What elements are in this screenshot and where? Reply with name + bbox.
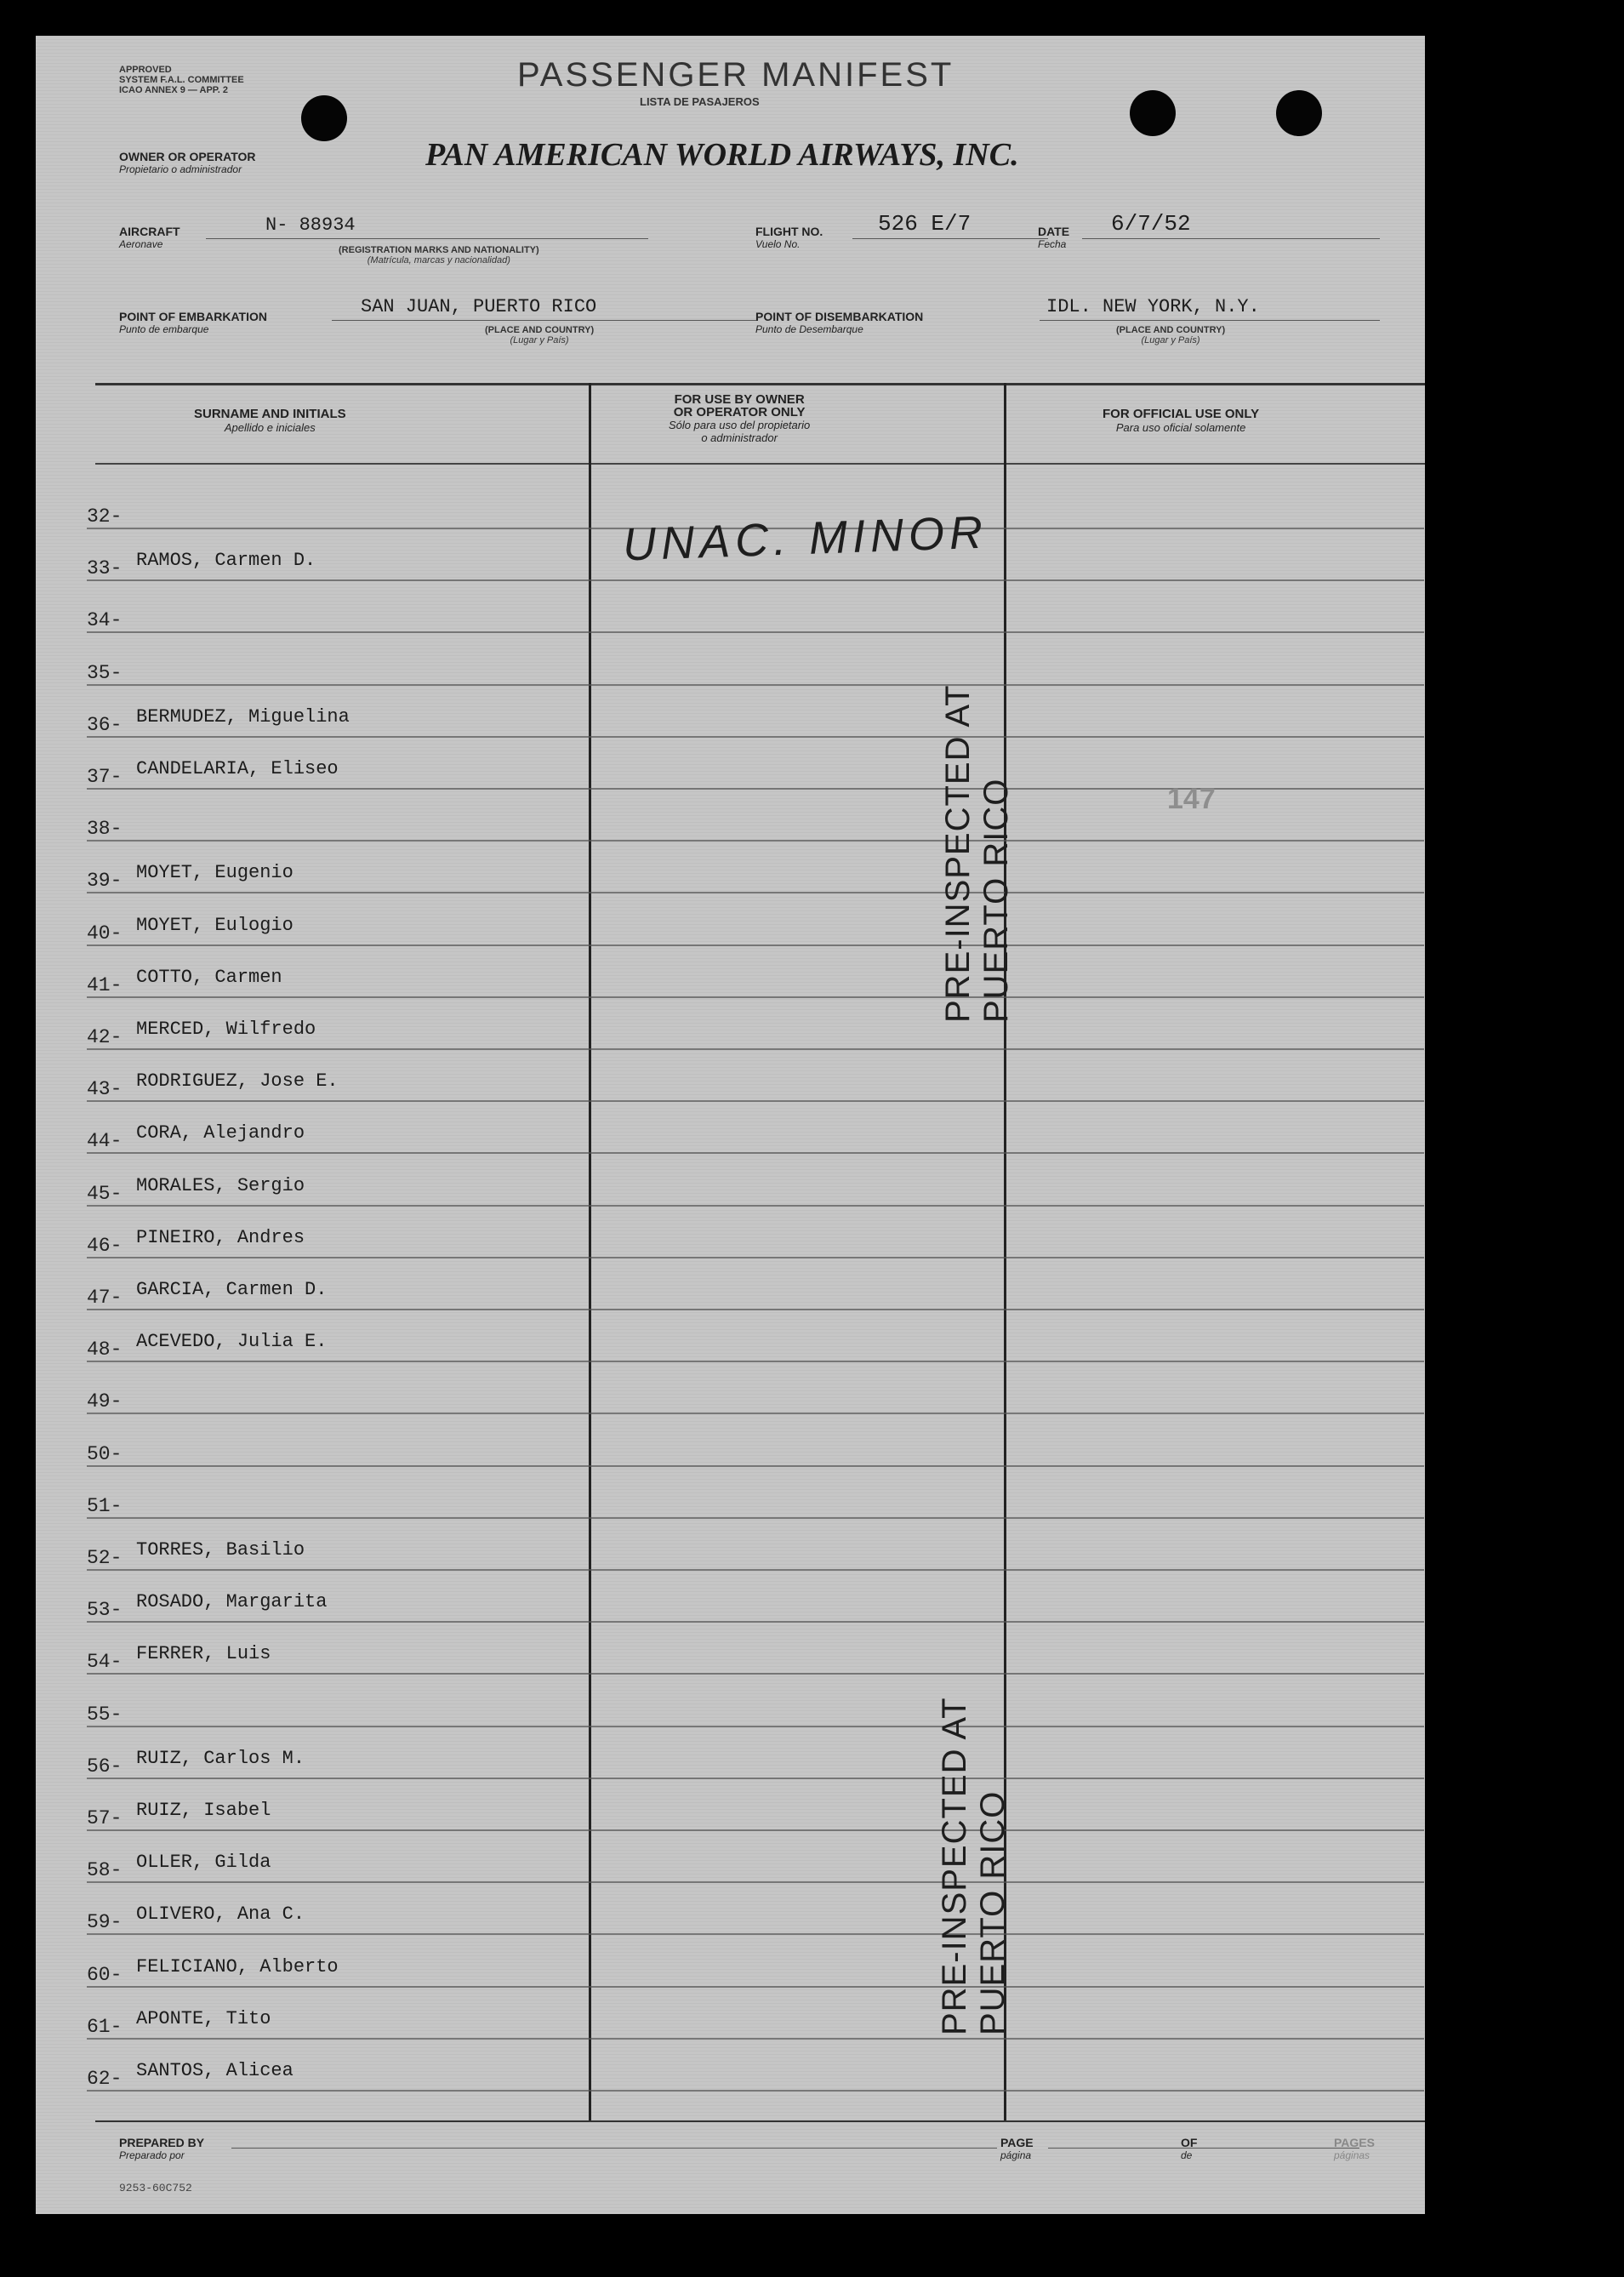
punch-hole	[1130, 90, 1176, 136]
col-header-surname-en: SURNAME AND INITIALS	[194, 407, 346, 421]
flight-label-en: FLIGHT NO.	[755, 225, 823, 238]
table-row	[87, 1007, 1424, 1050]
row-number: 47-	[87, 1287, 123, 1309]
owner-label-es: Propietario o administrador	[119, 163, 242, 175]
punch-hole	[1276, 90, 1322, 136]
of-label-en: OF	[1181, 2136, 1198, 2149]
table-row	[87, 1216, 1424, 1258]
table-row	[87, 1580, 1424, 1623]
row-number: 40-	[87, 922, 123, 944]
row-number: 43-	[87, 1078, 123, 1101]
row-rule	[87, 2090, 1424, 2092]
row-rule	[87, 579, 1424, 581]
table-row	[87, 1111, 1424, 1154]
passenger-name: RUIZ, Isabel	[136, 1800, 271, 1821]
row-rule	[87, 840, 1424, 842]
row-number: 60-	[87, 1963, 123, 1986]
passenger-name: OLIVERO, Ana C.	[136, 1903, 305, 1926]
passenger-name: MOYET, Eugenio	[136, 862, 293, 884]
prepared-by-label	[119, 2136, 204, 2161]
row-rule	[87, 684, 1424, 686]
row-rule	[87, 1361, 1424, 1362]
row-rule	[87, 1205, 1424, 1207]
table-row	[87, 1737, 1424, 1779]
table-row	[87, 1268, 1424, 1310]
row-rule	[87, 1881, 1424, 1883]
date-label-es: Fecha	[1038, 238, 1067, 250]
table-row	[87, 1840, 1424, 1883]
col-header-surname-es: Apellido e iniciales	[224, 421, 316, 434]
table-row	[87, 1476, 1424, 1519]
registration-note	[339, 245, 539, 265]
embark-place-note-en: (PLACE AND COUNTRY)	[485, 325, 595, 335]
row-number: 52-	[87, 1547, 123, 1569]
row-number: 35-	[87, 661, 123, 684]
row-rule	[87, 1465, 1424, 1467]
table-row	[87, 1320, 1424, 1362]
disembark-label-en: POINT OF DISEMBARKATION	[755, 310, 924, 323]
row-number: 58-	[87, 1859, 123, 1882]
row-number: 48-	[87, 1338, 123, 1361]
col-header-official-es: Para uso oficial solamente	[1115, 421, 1246, 434]
row-rule	[87, 1100, 1424, 1102]
row-number: 36-	[87, 713, 123, 736]
table-row	[87, 1528, 1424, 1571]
aircraft-label-es: Aeronave	[119, 238, 163, 250]
row-rule	[87, 996, 1424, 998]
punch-hole	[301, 95, 347, 141]
passenger-name: PINEIRO, Andres	[136, 1226, 305, 1248]
aircraft-label-en: AIRCRAFT	[119, 225, 180, 238]
committee-text: SYSTEM F.A.L. COMMITTEE	[119, 75, 244, 85]
table-row	[87, 799, 1424, 842]
row-rule	[87, 1726, 1424, 1727]
row-number: 33-	[87, 557, 123, 580]
disembark-place-note-en: (PLACE AND COUNTRY)	[1116, 325, 1226, 335]
flight-label-es: Vuelo No.	[755, 238, 801, 250]
row-number: 42-	[87, 1026, 123, 1048]
page-label-en: PAGE	[1000, 2136, 1034, 2149]
table-row	[87, 1424, 1424, 1467]
passenger-name: SANTOS, Alicea	[136, 2060, 293, 2081]
row-number: 51-	[87, 1494, 123, 1517]
embark-value: SAN JUAN, PUERTO RICO	[361, 296, 597, 317]
row-rule	[87, 1933, 1424, 1935]
col-header-surname	[194, 407, 346, 434]
passenger-name: RODRIGUEZ, Jose E.	[136, 1070, 339, 1093]
passenger-name: APONTE, Tito	[136, 2007, 271, 2029]
page-label	[1000, 2136, 1034, 2161]
passenger-name: ACEVEDO, Julia E.	[136, 1331, 328, 1353]
row-rule	[87, 1673, 1424, 1675]
table-row	[87, 1632, 1424, 1675]
row-number: 50-	[87, 1442, 123, 1465]
passenger-name: MOYET, Eulogio	[136, 914, 293, 936]
header-bottom-rule	[95, 463, 1425, 465]
passenger-name: BERMUDEZ, Miguelina	[136, 705, 350, 728]
row-number: 59-	[87, 1911, 123, 1934]
registration-note-es: (Matrícula, marcas y nacionalidad)	[367, 255, 510, 265]
flight-label	[755, 225, 823, 250]
pages-label	[1334, 2136, 1375, 2161]
row-number: 44-	[87, 1130, 123, 1153]
disembark-label-es: Punto de Desembarque	[755, 323, 863, 335]
row-number: 49-	[87, 1390, 123, 1413]
preinspection-stamp: PRE-INSPECTED AT PUERTO RICO	[936, 1698, 1011, 2035]
official-number: 147	[1167, 783, 1216, 815]
row-rule	[87, 1309, 1424, 1310]
table-row	[87, 747, 1424, 790]
row-number: 45-	[87, 1182, 123, 1205]
registration-note-en: (REGISTRATION MARKS AND NATIONALITY)	[339, 245, 539, 255]
embark-label-en: POINT OF EMBARKATION	[119, 310, 267, 323]
row-number: 39-	[87, 870, 123, 893]
col-header-official	[1103, 407, 1259, 434]
row-rule	[87, 1986, 1424, 1988]
table-row	[87, 956, 1424, 998]
row-number: 32-	[87, 505, 123, 528]
document-title-es: LISTA DE PASAJEROS	[640, 95, 760, 108]
passenger-name: FELICIANO, Alberto	[136, 1955, 339, 1977]
table-row	[87, 1059, 1424, 1102]
row-rule	[87, 1829, 1424, 1831]
embark-place-note-es: (Lugar y País)	[510, 335, 569, 345]
table-row	[87, 1685, 1424, 1727]
row-number: 38-	[87, 818, 123, 841]
passenger-name: GARCIA, Carmen D.	[136, 1279, 328, 1300]
row-number: 56-	[87, 1755, 123, 1778]
disembark-label	[755, 310, 923, 335]
passenger-name: OLLER, Gilda	[136, 1852, 271, 1874]
passenger-name: RAMOS, Carmen D.	[136, 550, 316, 572]
passenger-name: CORA, Alejandro	[136, 1122, 305, 1144]
table-row	[87, 1892, 1424, 1935]
table-top-rule	[95, 383, 1425, 385]
pages-label-es: páginas	[1334, 2149, 1370, 2161]
airline-name: PAN AMERICAN WORLD AIRWAYS, INC.	[425, 137, 1019, 173]
table-row	[87, 1372, 1424, 1414]
manifest-sheet	[36, 36, 1425, 2214]
table-row	[87, 1789, 1424, 1831]
row-rule	[87, 1257, 1424, 1258]
pages-label-en: PAGES	[1334, 2136, 1375, 2149]
of-label	[1181, 2136, 1197, 2161]
col-header-owner-es-1: Sólo para uso del propietario	[669, 419, 811, 431]
passenger-name: FERRER, Luis	[136, 1643, 271, 1665]
handwritten-note: UNAC. MINOR	[622, 506, 989, 571]
embark-label	[119, 310, 267, 335]
disembark-place-note	[1116, 325, 1225, 345]
row-rule	[87, 1517, 1424, 1519]
row-number: 34-	[87, 609, 123, 632]
aircraft-label	[119, 225, 180, 250]
table-row	[87, 851, 1424, 893]
prepared-by-es: Preparado por	[119, 2149, 185, 2161]
row-rule	[87, 1152, 1424, 1154]
passenger-name: TORRES, Basilio	[136, 1539, 305, 1561]
date-label	[1038, 225, 1069, 250]
owner-label-en: OWNER OR OPERATOR	[119, 150, 256, 163]
icao-text: ICAO ANNEX 9 — APP. 2	[119, 85, 228, 95]
row-rule	[87, 631, 1424, 633]
row-number: 54-	[87, 1651, 123, 1674]
of-label-es: de	[1181, 2149, 1193, 2161]
row-rule	[87, 1621, 1424, 1623]
row-rule	[87, 1048, 1424, 1050]
row-number: 41-	[87, 973, 123, 996]
table-row	[87, 695, 1424, 738]
approval-block	[119, 65, 244, 95]
table-row	[87, 643, 1424, 686]
row-rule	[87, 944, 1424, 946]
table-row	[87, 904, 1424, 946]
table-bottom-rule	[95, 2120, 1425, 2122]
col-header-owner-1: FOR USE BY OWNER	[674, 392, 805, 407]
aircraft-value: N- 88934	[265, 214, 356, 236]
row-rule	[87, 1569, 1424, 1571]
date-value: 6/7/52	[1111, 211, 1191, 237]
disembark-place-note-es: (Lugar y País)	[1141, 335, 1200, 345]
col-header-owner-es-2: o administrador	[701, 431, 778, 444]
row-number: 53-	[87, 1599, 123, 1622]
row-number: 61-	[87, 2015, 123, 2038]
row-rule	[87, 892, 1424, 893]
col-header-owner-2: OR OPERATOR ONLY	[673, 405, 806, 419]
passenger-name: COTTO, Carmen	[136, 966, 282, 988]
owner-label	[119, 150, 256, 175]
col-header-owner	[669, 393, 810, 444]
passenger-name: ROSADO, Margarita	[136, 1591, 328, 1613]
row-rule	[87, 736, 1424, 738]
table-row	[87, 1997, 1424, 2040]
embark-place-note	[485, 325, 594, 345]
table-row	[87, 591, 1424, 633]
row-rule	[87, 1778, 1424, 1779]
row-number: 46-	[87, 1234, 123, 1257]
passenger-name: RUIZ, Carlos M.	[136, 1747, 305, 1769]
passenger-name: MERCED, Wilfredo	[136, 1019, 316, 1040]
flight-value: 526 E/7	[878, 211, 972, 237]
row-number: 55-	[87, 1703, 123, 1726]
table-row	[87, 1164, 1424, 1207]
prepared-by-en: PREPARED BY	[119, 2136, 205, 2149]
preinspection-stamp: PRE-INSPECTED AT PUERTO RICO	[939, 685, 1015, 1023]
embark-label-es: Punto de embarque	[119, 323, 209, 335]
table-row	[87, 2049, 1424, 2092]
row-rule	[87, 1412, 1424, 1414]
row-number: 37-	[87, 766, 123, 788]
date-label-en: DATE	[1038, 225, 1070, 238]
passenger-name: CANDELARIA, Eliseo	[136, 758, 339, 779]
page-label-es: página	[1000, 2149, 1032, 2161]
table-row	[87, 1945, 1424, 1988]
passenger-name: MORALES, Sergio	[136, 1174, 305, 1196]
disembark-value: IDL. NEW YORK, N.Y.	[1046, 296, 1260, 317]
row-number: 57-	[87, 1807, 123, 1829]
document-title: PASSENGER MANIFEST	[517, 56, 954, 94]
approved-text: APPROVED	[119, 65, 172, 75]
row-rule	[87, 2038, 1424, 2040]
row-rule	[87, 788, 1424, 790]
col-header-official-en: FOR OFFICIAL USE ONLY	[1103, 407, 1260, 421]
form-code: 9253-60C752	[119, 2182, 192, 2194]
row-number: 62-	[87, 2068, 123, 2090]
